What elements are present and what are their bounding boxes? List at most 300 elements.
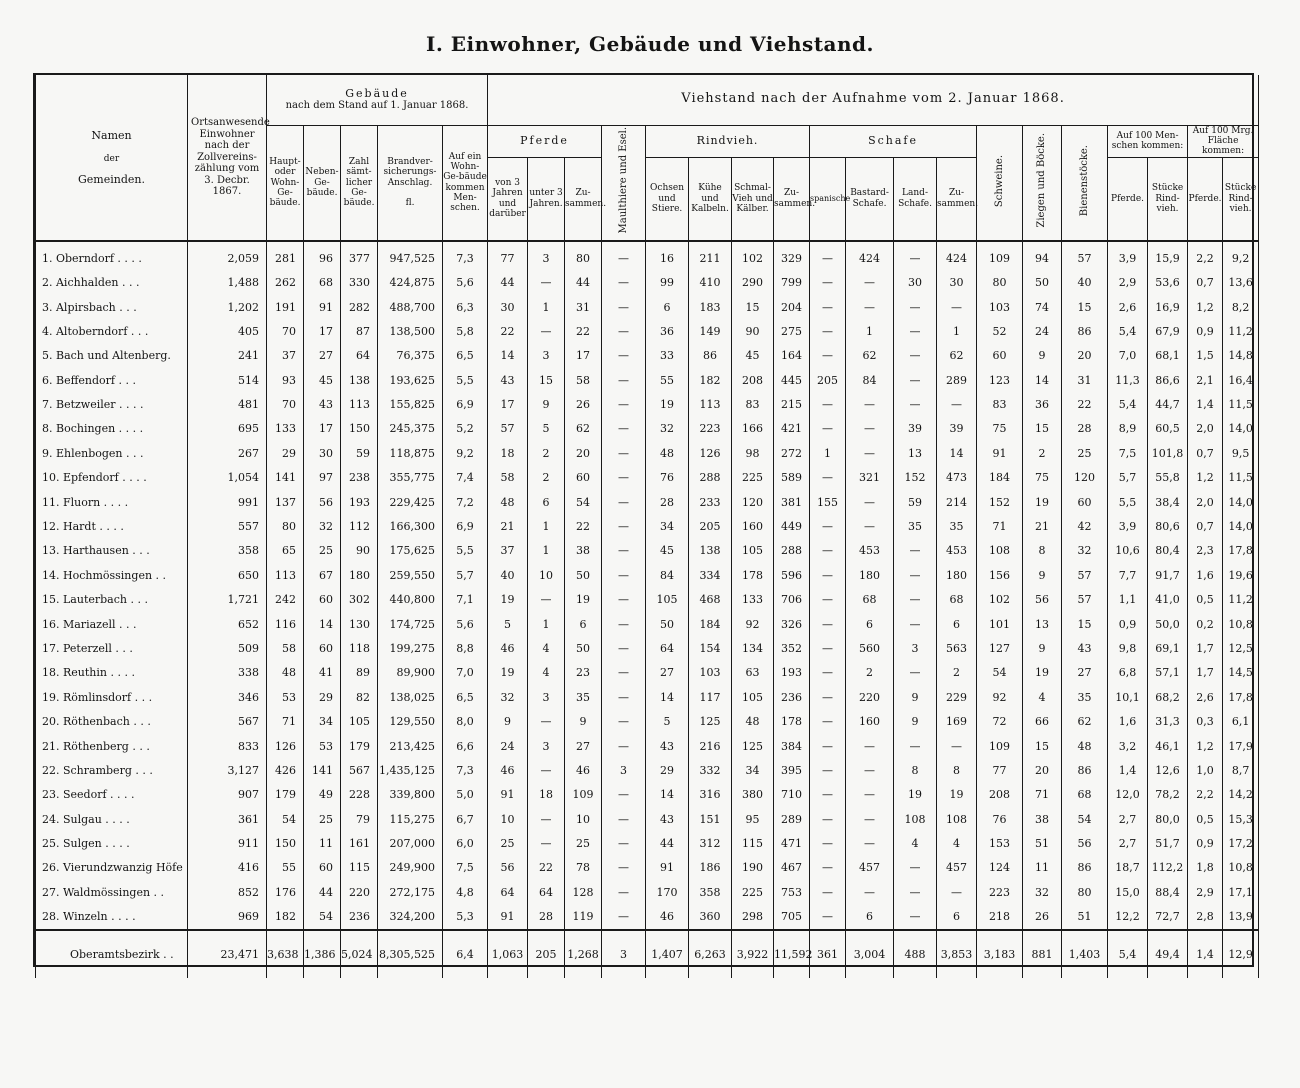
cell-rindvieh-pro-100-morgen: 9,2 bbox=[1223, 241, 1259, 270]
cell-schafe-spanische: — bbox=[810, 783, 846, 807]
cell-pferde-pro-100-menschen: 1,1 bbox=[1108, 588, 1148, 612]
cell-gebaeude-gesamt: 179 bbox=[341, 734, 378, 758]
header-schweine-label: Schweine. bbox=[993, 154, 1005, 207]
cell-wohngebaeude: 55 bbox=[267, 856, 304, 880]
cell-pferde-von3: 57 bbox=[488, 417, 528, 441]
cell-schafe-zusammen: 14 bbox=[937, 441, 977, 465]
cell-schweine: 123 bbox=[977, 368, 1023, 392]
cell-rindvieh-pro-100-menschen: 80,6 bbox=[1148, 514, 1188, 538]
cell-pferde-pro-100-menschen: 0,9 bbox=[1108, 612, 1148, 636]
cell-gebaeude-gesamt: 113 bbox=[341, 392, 378, 416]
cell-rindvieh-zusammen: 288 bbox=[774, 539, 810, 563]
cell-ochsen: 99 bbox=[646, 270, 689, 294]
cell-menschen-pro-gebaeude: 7,4 bbox=[443, 466, 488, 490]
cell-ochsen: 33 bbox=[646, 344, 689, 368]
cell-maulthiere: — bbox=[602, 344, 646, 368]
cell-ochsen: 43 bbox=[646, 807, 689, 831]
cell-pferde-pro-100-morgen: 1,7 bbox=[1188, 636, 1223, 660]
cell-schmalvieh: 83 bbox=[732, 392, 774, 416]
cell-rindvieh-pro-100-morgen: 14,2 bbox=[1223, 783, 1259, 807]
header-bienen-label: Bienenstöcke. bbox=[1078, 144, 1090, 217]
cell-pferde-unter3: 22 bbox=[528, 856, 565, 880]
cell-pferde-pro-100-morgen: 0,5 bbox=[1188, 588, 1223, 612]
cell-kuehe: 216 bbox=[689, 734, 732, 758]
cell-nebengebaeude: 60 bbox=[304, 856, 341, 880]
cell-brandversicherung: 8,305,525 bbox=[378, 930, 443, 978]
cell-schafe-bastard: — bbox=[846, 807, 894, 831]
cell-schafe-land: — bbox=[894, 880, 937, 904]
header-kuehe: Kühe und Kalbeln. bbox=[689, 157, 732, 241]
cell-pferde-von3: 18 bbox=[488, 441, 528, 465]
cell-kuehe: 113 bbox=[689, 392, 732, 416]
cell-nebengebaeude: 44 bbox=[304, 880, 341, 904]
cell-ziegen: 15 bbox=[1023, 734, 1062, 758]
cell-pferde-pro-100-morgen: 0,5 bbox=[1188, 807, 1223, 831]
cell-schafe-spanische: — bbox=[810, 758, 846, 782]
cell-pferde-pro-100-morgen: 0,7 bbox=[1188, 514, 1223, 538]
cell-rindvieh-pro-100-menschen: 38,4 bbox=[1148, 490, 1188, 514]
cell-schafe-bastard: — bbox=[846, 392, 894, 416]
cell-kuehe: 316 bbox=[689, 783, 732, 807]
cell-schweine: 91 bbox=[977, 441, 1023, 465]
cell-ziegen: 32 bbox=[1023, 880, 1062, 904]
cell-nebengebaeude: 141 bbox=[304, 758, 341, 782]
cell-rindvieh-pro-100-morgen: 17,9 bbox=[1223, 734, 1259, 758]
cell-einwohner: 481 bbox=[188, 392, 267, 416]
cell-ochsen: 91 bbox=[646, 856, 689, 880]
cell-maulthiere: — bbox=[602, 734, 646, 758]
cell-schmalvieh: 105 bbox=[732, 685, 774, 709]
cell-rindvieh-pro-100-morgen: 11,2 bbox=[1223, 319, 1259, 343]
cell-schafe-spanische: — bbox=[810, 319, 846, 343]
cell-gemeinde: 11. Fluorn . . . . bbox=[36, 490, 188, 514]
cell-schweine: 80 bbox=[977, 270, 1023, 294]
cell-schafe-spanische: — bbox=[810, 807, 846, 831]
cell-pferde-pro-100-morgen: 0,2 bbox=[1188, 612, 1223, 636]
cell-wohngebaeude: 281 bbox=[267, 241, 304, 270]
cell-einwohner: 358 bbox=[188, 539, 267, 563]
cell-gebaeude-gesamt: 112 bbox=[341, 514, 378, 538]
cell-pferde-unter3: 1 bbox=[528, 612, 565, 636]
cell-pferde-pro-100-morgen: 1,0 bbox=[1188, 758, 1223, 782]
cell-pferde-pro-100-morgen: 2,0 bbox=[1188, 417, 1223, 441]
cell-rindvieh-pro-100-menschen: 44,7 bbox=[1148, 392, 1188, 416]
cell-pferde-zusammen: 38 bbox=[565, 539, 602, 563]
cell-rindvieh-pro-100-menschen: 49,4 bbox=[1148, 930, 1188, 978]
cell-gebaeude-gesamt: 138 bbox=[341, 368, 378, 392]
cell-schafe-zusammen: 424 bbox=[937, 241, 977, 270]
cell-menschen-pro-gebaeude: 9,2 bbox=[443, 441, 488, 465]
cell-brandversicherung: 339,800 bbox=[378, 783, 443, 807]
cell-schweine: 92 bbox=[977, 685, 1023, 709]
cell-gebaeude-gesamt: 150 bbox=[341, 417, 378, 441]
cell-bienenstoecke: 68 bbox=[1062, 783, 1108, 807]
page-title: I. Einwohner, Gebäude und Viehstand. bbox=[426, 32, 874, 56]
cell-schafe-spanische: — bbox=[810, 709, 846, 733]
cell-brandversicherung: 259,550 bbox=[378, 563, 443, 587]
cell-rindvieh-pro-100-morgen: 13,6 bbox=[1223, 270, 1259, 294]
cell-nebengebaeude: 29 bbox=[304, 685, 341, 709]
cell-rindvieh-zusammen: 381 bbox=[774, 490, 810, 514]
cell-gemeinde: 13. Harthausen . . . bbox=[36, 539, 188, 563]
cell-wohngebaeude: 65 bbox=[267, 539, 304, 563]
cell-wohngebaeude: 71 bbox=[267, 709, 304, 733]
cell-menschen-pro-gebaeude: 7,3 bbox=[443, 758, 488, 782]
cell-kuehe: 125 bbox=[689, 709, 732, 733]
cell-rindvieh-pro-100-menschen: 91,7 bbox=[1148, 563, 1188, 587]
cell-wohngebaeude: 137 bbox=[267, 490, 304, 514]
cell-pferde-unter3: 10 bbox=[528, 563, 565, 587]
cell-menschen-pro-gebaeude: 6,9 bbox=[443, 514, 488, 538]
cell-gebaeude-gesamt: 90 bbox=[341, 539, 378, 563]
cell-menschen-pro-gebaeude: 5,6 bbox=[443, 612, 488, 636]
cell-maulthiere: — bbox=[602, 661, 646, 685]
header-brand-label: Brandver-sicherungs-Anschlag. bbox=[383, 156, 437, 188]
cell-menschen-pro-gebaeude: 7,3 bbox=[443, 241, 488, 270]
cell-menschen-pro-gebaeude: 8,0 bbox=[443, 709, 488, 733]
cell-schweine: 124 bbox=[977, 856, 1023, 880]
cell-rindvieh-pro-100-morgen: 17,2 bbox=[1223, 831, 1259, 855]
cell-schafe-land: 8 bbox=[894, 758, 937, 782]
cell-ziegen: 51 bbox=[1023, 831, 1062, 855]
cell-ziegen: 15 bbox=[1023, 417, 1062, 441]
header-haupt: Haupt-oder Wohn-Ge-bäude. bbox=[267, 125, 304, 241]
cell-schmalvieh: 290 bbox=[732, 270, 774, 294]
cell-gebaeude-gesamt: 64 bbox=[341, 344, 378, 368]
cell-bienenstoecke: 28 bbox=[1062, 417, 1108, 441]
cell-kuehe: 154 bbox=[689, 636, 732, 660]
cell-bienenstoecke: 86 bbox=[1062, 319, 1108, 343]
cell-ochsen: 27 bbox=[646, 661, 689, 685]
cell-brandversicherung: 138,500 bbox=[378, 319, 443, 343]
cell-ochsen: 28 bbox=[646, 490, 689, 514]
cell-brandversicherung: 272,175 bbox=[378, 880, 443, 904]
cell-rindvieh-zusammen: 178 bbox=[774, 709, 810, 733]
cell-pferde-pro-100-morgen: 0,3 bbox=[1188, 709, 1223, 733]
header-namen-line3: Gemeinden. bbox=[78, 172, 145, 186]
cell-schweine: 54 bbox=[977, 661, 1023, 685]
cell-schmalvieh: 90 bbox=[732, 319, 774, 343]
cell-rindvieh-pro-100-menschen: 50,0 bbox=[1148, 612, 1188, 636]
cell-rindvieh-zusammen: 753 bbox=[774, 880, 810, 904]
table-row bbox=[36, 466, 1259, 490]
cell-maulthiere: — bbox=[602, 417, 646, 441]
cell-schafe-zusammen: 30 bbox=[937, 270, 977, 294]
cell-schafe-bastard: 84 bbox=[846, 368, 894, 392]
cell-menschen-pro-gebaeude: 7,5 bbox=[443, 856, 488, 880]
cell-schafe-spanische: — bbox=[810, 466, 846, 490]
cell-ziegen: 66 bbox=[1023, 709, 1062, 733]
cell-schafe-zusammen: 229 bbox=[937, 685, 977, 709]
table-row bbox=[36, 831, 1259, 855]
header-schafe-zusammen: Zu-sammen. bbox=[937, 157, 977, 241]
cell-schafe-spanische: — bbox=[810, 685, 846, 709]
table-row bbox=[36, 417, 1259, 441]
cell-gebaeude-gesamt: 228 bbox=[341, 783, 378, 807]
cell-ziegen: 94 bbox=[1023, 241, 1062, 270]
cell-einwohner: 2,059 bbox=[188, 241, 267, 270]
cell-gebaeude-gesamt: 82 bbox=[341, 685, 378, 709]
cell-pferde-zusammen: 20 bbox=[565, 441, 602, 465]
cell-rindvieh-pro-100-morgen: 17,1 bbox=[1223, 880, 1259, 904]
cell-schafe-spanische: 361 bbox=[810, 930, 846, 978]
cell-pferde-zusammen: 19 bbox=[565, 588, 602, 612]
header-schafe: Schafe bbox=[810, 125, 977, 157]
cell-einwohner: 361 bbox=[188, 807, 267, 831]
cell-kuehe: 223 bbox=[689, 417, 732, 441]
cell-ochsen: 45 bbox=[646, 539, 689, 563]
cell-pferde-pro-100-menschen: 5,4 bbox=[1108, 319, 1148, 343]
header-spanische: spanische bbox=[810, 157, 846, 241]
cell-schmalvieh: 166 bbox=[732, 417, 774, 441]
cell-schafe-bastard: — bbox=[846, 270, 894, 294]
cell-rindvieh-zusammen: 329 bbox=[774, 241, 810, 270]
header-gebaeude-sub: nach dem Stand auf 1. Januar 1868. bbox=[285, 100, 469, 112]
cell-pferde-unter3: — bbox=[528, 807, 565, 831]
cell-maulthiere: — bbox=[602, 831, 646, 855]
cell-maulthiere: — bbox=[602, 368, 646, 392]
cell-schafe-land: — bbox=[894, 856, 937, 880]
header-maul-label: Maulthiere und Esel. bbox=[617, 127, 629, 234]
cell-schafe-spanische: — bbox=[810, 588, 846, 612]
cell-wohngebaeude: 93 bbox=[267, 368, 304, 392]
cell-pferde-pro-100-menschen: 2,7 bbox=[1108, 831, 1148, 855]
cell-schmalvieh: 125 bbox=[732, 734, 774, 758]
header-f-stuecke: Stücke Rind-vieh. bbox=[1223, 157, 1259, 241]
cell-gemeinde: 23. Seedorf . . . . bbox=[36, 783, 188, 807]
header-ziegen bbox=[1023, 125, 1062, 241]
cell-rindvieh-pro-100-morgen: 10,8 bbox=[1223, 856, 1259, 880]
cell-pferde-pro-100-morgen: 1,2 bbox=[1188, 295, 1223, 319]
header-f-pferde: Pferde. bbox=[1188, 157, 1223, 241]
cell-gemeinde: 2. Aichhalden . . . bbox=[36, 270, 188, 294]
cell-pferde-von3: 14 bbox=[488, 344, 528, 368]
cell-pferde-von3: 19 bbox=[488, 588, 528, 612]
cell-kuehe: 205 bbox=[689, 514, 732, 538]
cell-pferde-zusammen: 25 bbox=[565, 831, 602, 855]
cell-pferde-pro-100-menschen: 7,5 bbox=[1108, 441, 1148, 465]
header-gebaeude-title: Gebäude bbox=[345, 86, 409, 100]
cell-brandversicherung: 213,425 bbox=[378, 734, 443, 758]
cell-schafe-bastard: 6 bbox=[846, 612, 894, 636]
cell-einwohner: 833 bbox=[188, 734, 267, 758]
cell-ochsen: 46 bbox=[646, 905, 689, 930]
cell-pferde-von3: 91 bbox=[488, 905, 528, 930]
cell-gemeinde: 28. Winzeln . . . . bbox=[36, 905, 188, 930]
table-row bbox=[36, 295, 1259, 319]
cell-schafe-bastard: 180 bbox=[846, 563, 894, 587]
cell-schafe-spanische: — bbox=[810, 905, 846, 930]
statistics-table bbox=[35, 75, 1259, 978]
cell-schafe-spanische: — bbox=[810, 241, 846, 270]
header-neben: Neben-Ge-bäude. bbox=[304, 125, 341, 241]
cell-ochsen: 34 bbox=[646, 514, 689, 538]
cell-pferde-unter3: 3 bbox=[528, 241, 565, 270]
cell-kuehe: 233 bbox=[689, 490, 732, 514]
cell-schafe-zusammen: 453 bbox=[937, 539, 977, 563]
cell-einwohner: 514 bbox=[188, 368, 267, 392]
cell-nebengebaeude: 27 bbox=[304, 344, 341, 368]
cell-schafe-land: 4 bbox=[894, 831, 937, 855]
cell-nebengebaeude: 54 bbox=[304, 905, 341, 930]
cell-nebengebaeude: 32 bbox=[304, 514, 341, 538]
cell-pferde-unter3: 1 bbox=[528, 295, 565, 319]
cell-pferde-zusammen: 9 bbox=[565, 709, 602, 733]
cell-schafe-spanische: — bbox=[810, 563, 846, 587]
cell-nebengebaeude: 45 bbox=[304, 368, 341, 392]
cell-rindvieh-zusammen: 467 bbox=[774, 856, 810, 880]
table-row bbox=[36, 441, 1259, 465]
cell-pferde-unter3: 6 bbox=[528, 490, 565, 514]
cell-rindvieh-pro-100-morgen: 14,0 bbox=[1223, 490, 1259, 514]
cell-maulthiere: — bbox=[602, 539, 646, 563]
cell-schafe-land: — bbox=[894, 612, 937, 636]
cell-maulthiere: — bbox=[602, 241, 646, 270]
cell-bienenstoecke: 15 bbox=[1062, 612, 1108, 636]
cell-pferde-von3: 48 bbox=[488, 490, 528, 514]
header-bastard: Bastard-Schafe. bbox=[846, 157, 894, 241]
cell-schweine: 152 bbox=[977, 490, 1023, 514]
cell-nebengebaeude: 49 bbox=[304, 783, 341, 807]
cell-gebaeude-gesamt: 238 bbox=[341, 466, 378, 490]
cell-pferde-pro-100-morgen: 2,3 bbox=[1188, 539, 1223, 563]
cell-maulthiere: — bbox=[602, 783, 646, 807]
cell-wohngebaeude: 54 bbox=[267, 807, 304, 831]
cell-ziegen: 4 bbox=[1023, 685, 1062, 709]
cell-wohngebaeude: 141 bbox=[267, 466, 304, 490]
cell-schmalvieh: 45 bbox=[732, 344, 774, 368]
cell-pferde-pro-100-menschen: 12,0 bbox=[1108, 783, 1148, 807]
cell-brandversicherung: 89,900 bbox=[378, 661, 443, 685]
cell-bienenstoecke: 22 bbox=[1062, 392, 1108, 416]
cell-schafe-spanische: — bbox=[810, 661, 846, 685]
cell-schafe-bastard: 6 bbox=[846, 905, 894, 930]
cell-maulthiere: — bbox=[602, 490, 646, 514]
cell-pferde-unter3: 1 bbox=[528, 514, 565, 538]
cell-schafe-spanische: — bbox=[810, 344, 846, 368]
cell-schafe-bastard: 457 bbox=[846, 856, 894, 880]
table-row bbox=[36, 392, 1259, 416]
cell-pferde-unter3: 2 bbox=[528, 466, 565, 490]
cell-gemeinde: 20. Röthenbach . . . bbox=[36, 709, 188, 733]
cell-pferde-von3: 58 bbox=[488, 466, 528, 490]
cell-schmalvieh: 92 bbox=[732, 612, 774, 636]
cell-menschen-pro-gebaeude: 5,0 bbox=[443, 783, 488, 807]
cell-pferde-pro-100-morgen: 2,0 bbox=[1188, 490, 1223, 514]
cell-kuehe: 126 bbox=[689, 441, 732, 465]
cell-rindvieh-pro-100-menschen: 68,2 bbox=[1148, 685, 1188, 709]
cell-rindvieh-pro-100-morgen: 13,9 bbox=[1223, 905, 1259, 930]
cell-rindvieh-zusammen: 589 bbox=[774, 466, 810, 490]
cell-pferde-pro-100-menschen: 9,8 bbox=[1108, 636, 1148, 660]
cell-ziegen: 11 bbox=[1023, 856, 1062, 880]
cell-gemeinde: 7. Betzweiler . . . . bbox=[36, 392, 188, 416]
cell-pferde-von3: 56 bbox=[488, 856, 528, 880]
cell-nebengebaeude: 53 bbox=[304, 734, 341, 758]
table-row bbox=[36, 319, 1259, 343]
cell-wohngebaeude: 70 bbox=[267, 319, 304, 343]
cell-brandversicherung: 947,525 bbox=[378, 241, 443, 270]
cell-schweine: 60 bbox=[977, 344, 1023, 368]
cell-schafe-bastard: — bbox=[846, 514, 894, 538]
cell-wohngebaeude: 191 bbox=[267, 295, 304, 319]
cell-pferde-unter3: 205 bbox=[528, 930, 565, 978]
cell-schmalvieh: 105 bbox=[732, 539, 774, 563]
cell-pferde-von3: 64 bbox=[488, 880, 528, 904]
cell-rindvieh-pro-100-menschen: 68,1 bbox=[1148, 344, 1188, 368]
cell-maulthiere: — bbox=[602, 392, 646, 416]
cell-ziegen: 24 bbox=[1023, 319, 1062, 343]
cell-ochsen: 55 bbox=[646, 368, 689, 392]
cell-ziegen: 38 bbox=[1023, 807, 1062, 831]
cell-maulthiere: 3 bbox=[602, 930, 646, 978]
cell-nebengebaeude: 41 bbox=[304, 661, 341, 685]
header-namen-line1: Namen bbox=[91, 128, 132, 142]
cell-schafe-zusammen: 62 bbox=[937, 344, 977, 368]
cell-schweine: 102 bbox=[977, 588, 1023, 612]
cell-schafe-zusammen: 457 bbox=[937, 856, 977, 880]
cell-einwohner: 346 bbox=[188, 685, 267, 709]
cell-pferde-zusammen: 119 bbox=[565, 905, 602, 930]
cell-schafe-land: 9 bbox=[894, 709, 937, 733]
table-row bbox=[36, 241, 1259, 270]
cell-pferde-pro-100-menschen: 8,9 bbox=[1108, 417, 1148, 441]
cell-kuehe: 186 bbox=[689, 856, 732, 880]
cell-pferde-zusammen: 54 bbox=[565, 490, 602, 514]
cell-gebaeude-gesamt: 105 bbox=[341, 709, 378, 733]
cell-rindvieh-pro-100-morgen: 14,0 bbox=[1223, 417, 1259, 441]
cell-pferde-von3: 25 bbox=[488, 831, 528, 855]
cell-schafe-zusammen: 35 bbox=[937, 514, 977, 538]
cell-schmalvieh: 120 bbox=[732, 490, 774, 514]
cell-rindvieh-zusammen: 215 bbox=[774, 392, 810, 416]
cell-schmalvieh: 133 bbox=[732, 588, 774, 612]
cell-bienenstoecke: 51 bbox=[1062, 905, 1108, 930]
cell-pferde-pro-100-morgen: 1,2 bbox=[1188, 466, 1223, 490]
cell-schmalvieh: 208 bbox=[732, 368, 774, 392]
cell-pferde-pro-100-menschen: 6,8 bbox=[1108, 661, 1148, 685]
cell-rindvieh-zusammen: 596 bbox=[774, 563, 810, 587]
statistics-table-frame bbox=[33, 73, 1257, 967]
cell-ziegen: 14 bbox=[1023, 368, 1062, 392]
cell-pferde-von3: 9 bbox=[488, 709, 528, 733]
cell-gemeinde: 12. Hardt . . . . bbox=[36, 514, 188, 538]
cell-menschen-pro-gebaeude: 5,5 bbox=[443, 539, 488, 563]
cell-pferde-pro-100-morgen: 0,9 bbox=[1188, 831, 1223, 855]
cell-pferde-pro-100-menschen: 1,6 bbox=[1108, 709, 1148, 733]
cell-menschen-pro-gebaeude: 5,5 bbox=[443, 368, 488, 392]
cell-bienenstoecke: 25 bbox=[1062, 441, 1108, 465]
cell-bienenstoecke: 27 bbox=[1062, 661, 1108, 685]
cell-gemeinde: 21. Röthenberg . . . bbox=[36, 734, 188, 758]
header-namen-line2: der bbox=[103, 153, 120, 164]
cell-schafe-land: — bbox=[894, 319, 937, 343]
cell-wohngebaeude: 70 bbox=[267, 392, 304, 416]
cell-gebaeude-gesamt: 567 bbox=[341, 758, 378, 782]
header-brand-unit: fl. bbox=[405, 198, 415, 209]
cell-schweine: 218 bbox=[977, 905, 1023, 930]
cell-schafe-zusammen: 180 bbox=[937, 563, 977, 587]
cell-rindvieh-pro-100-morgen: 14,5 bbox=[1223, 661, 1259, 685]
cell-rindvieh-pro-100-morgen: 14,8 bbox=[1223, 344, 1259, 368]
cell-schafe-bastard: — bbox=[846, 295, 894, 319]
cell-gebaeude-gesamt: 193 bbox=[341, 490, 378, 514]
cell-rindvieh-pro-100-menschen: 88,4 bbox=[1148, 880, 1188, 904]
cell-schafe-spanische: — bbox=[810, 880, 846, 904]
cell-gebaeude-gesamt: 180 bbox=[341, 563, 378, 587]
cell-wohngebaeude: 29 bbox=[267, 441, 304, 465]
cell-nebengebaeude: 17 bbox=[304, 417, 341, 441]
